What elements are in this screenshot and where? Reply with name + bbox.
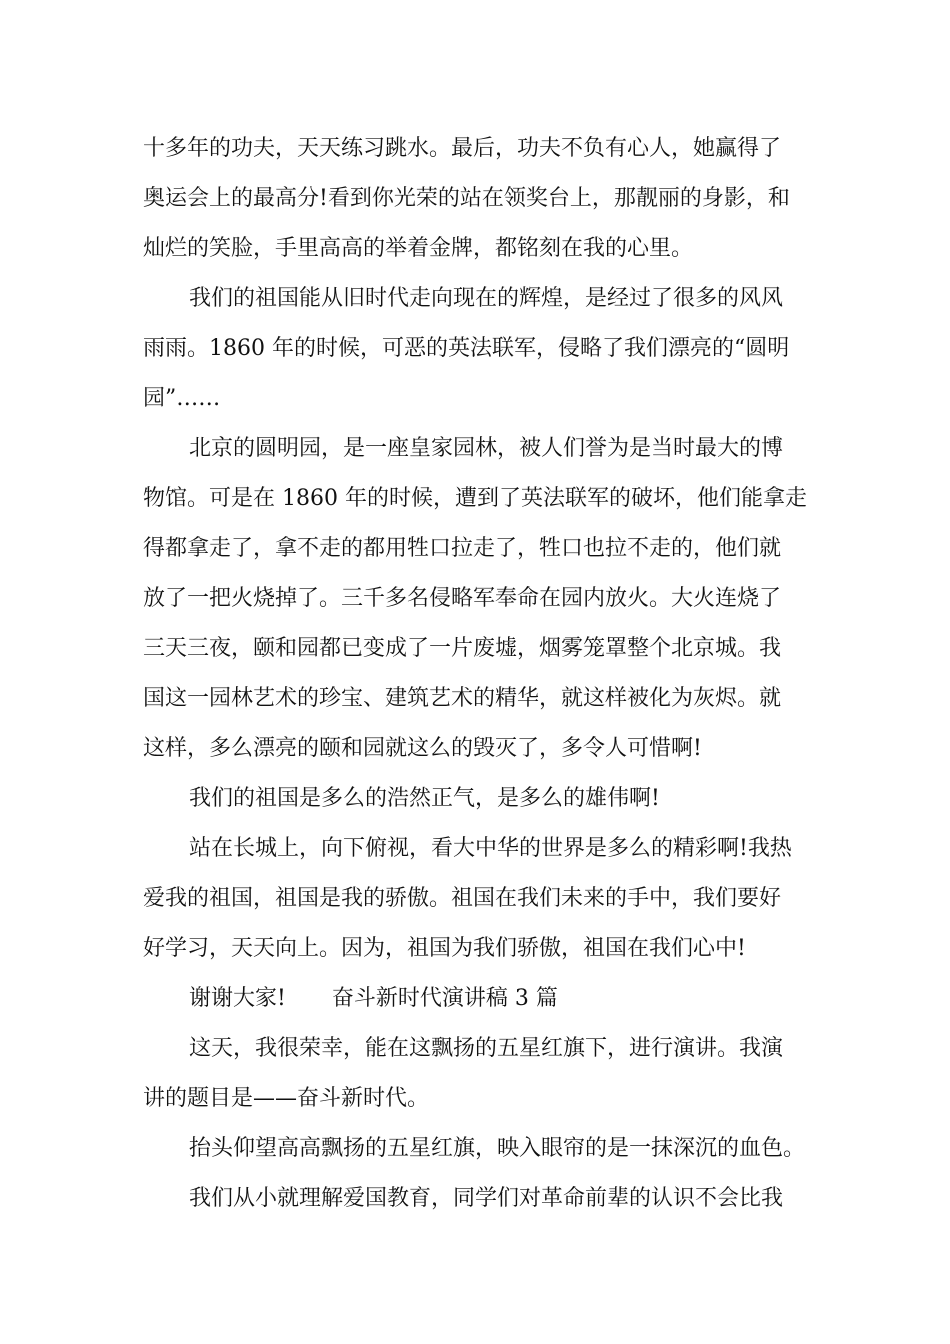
text-line: 雨雨。1860 年的时候，可恶的英法联军，侵略了我们漂亮的“圆明	[143, 336, 790, 361]
text-line: 十多年的功夫，天天练习跳水。最后，功夫不负有心人，她赢得了	[143, 136, 782, 161]
text-line: 灿烂的笑脸，手里高高的举着金牌，都铭刻在我的心里。	[143, 236, 694, 261]
text-line: 物馆。可是在 1860 年的时候，遭到了英法联军的破坏，他们能拿走	[143, 486, 807, 511]
paragraph-start-line: 我们的祖国能从旧时代走向现在的辉煌，是经过了很多的风风	[189, 286, 784, 311]
text-line: 园”……	[143, 386, 221, 411]
text-line: 得都拿走了，拿不走的都用牲口拉走了，牲口也拉不走的，他们就	[143, 536, 782, 561]
text-line: 这样，多么漂亮的颐和园就这么的毁灭了，多令人可惜啊!	[143, 736, 702, 761]
paragraph-start-line: 我们的祖国是多么的浩然正气，是多么的雄伟啊!	[189, 786, 660, 811]
closing-and-heading-line	[143, 974, 807, 1024]
paragraph-start-line: 我们从小就理解爱国教育，同学们对革命前辈的认识不会比我	[189, 1186, 784, 1211]
closing-text: 谢谢大家!	[189, 986, 286, 1011]
text-line: 奥运会上的最高分!看到你光荣的站在领奖台上，那靓丽的身影，和	[143, 186, 790, 211]
text-line: 讲的题目是——奋斗新时代。	[143, 1086, 430, 1111]
text-line: 国这一园林艺术的珍宝、建筑艺术的精华，就这样被化为灰烬。就	[143, 686, 782, 711]
paragraph-start-line: 这天，我很荣幸，能在这飘扬的五星红旗下，进行演讲。我演	[189, 1036, 784, 1061]
paragraph-start-line: 站在长城上，向下俯视，看大中华的世界是多么的精彩啊!我热	[189, 836, 792, 861]
section-heading: 奋斗新时代演讲稿 3 篇	[331, 986, 558, 1011]
paragraph-start-line: 抬头仰望高高飘扬的五星红旗，映入眼帘的是一抹深沉的血色。	[189, 1136, 806, 1161]
document-body	[143, 124, 807, 1224]
text-line: 爱我的祖国，祖国是我的骄傲。祖国在我们未来的手中，我们要好	[143, 886, 782, 911]
text-line: 好学习，天天向上。因为，祖国为我们骄傲，祖国在我们心中!	[143, 936, 746, 961]
text-line: 三天三夜，颐和园都已变成了一片废墟，烟雾笼罩整个北京城。我	[143, 636, 782, 661]
paragraph-start-line: 北京的圆明园，是一座皇家园林，被人们誉为是当时最大的博	[189, 436, 784, 461]
text-line: 放了一把火烧掉了。三千多名侵略军奉命在园内放火。大火连烧了	[143, 586, 782, 611]
